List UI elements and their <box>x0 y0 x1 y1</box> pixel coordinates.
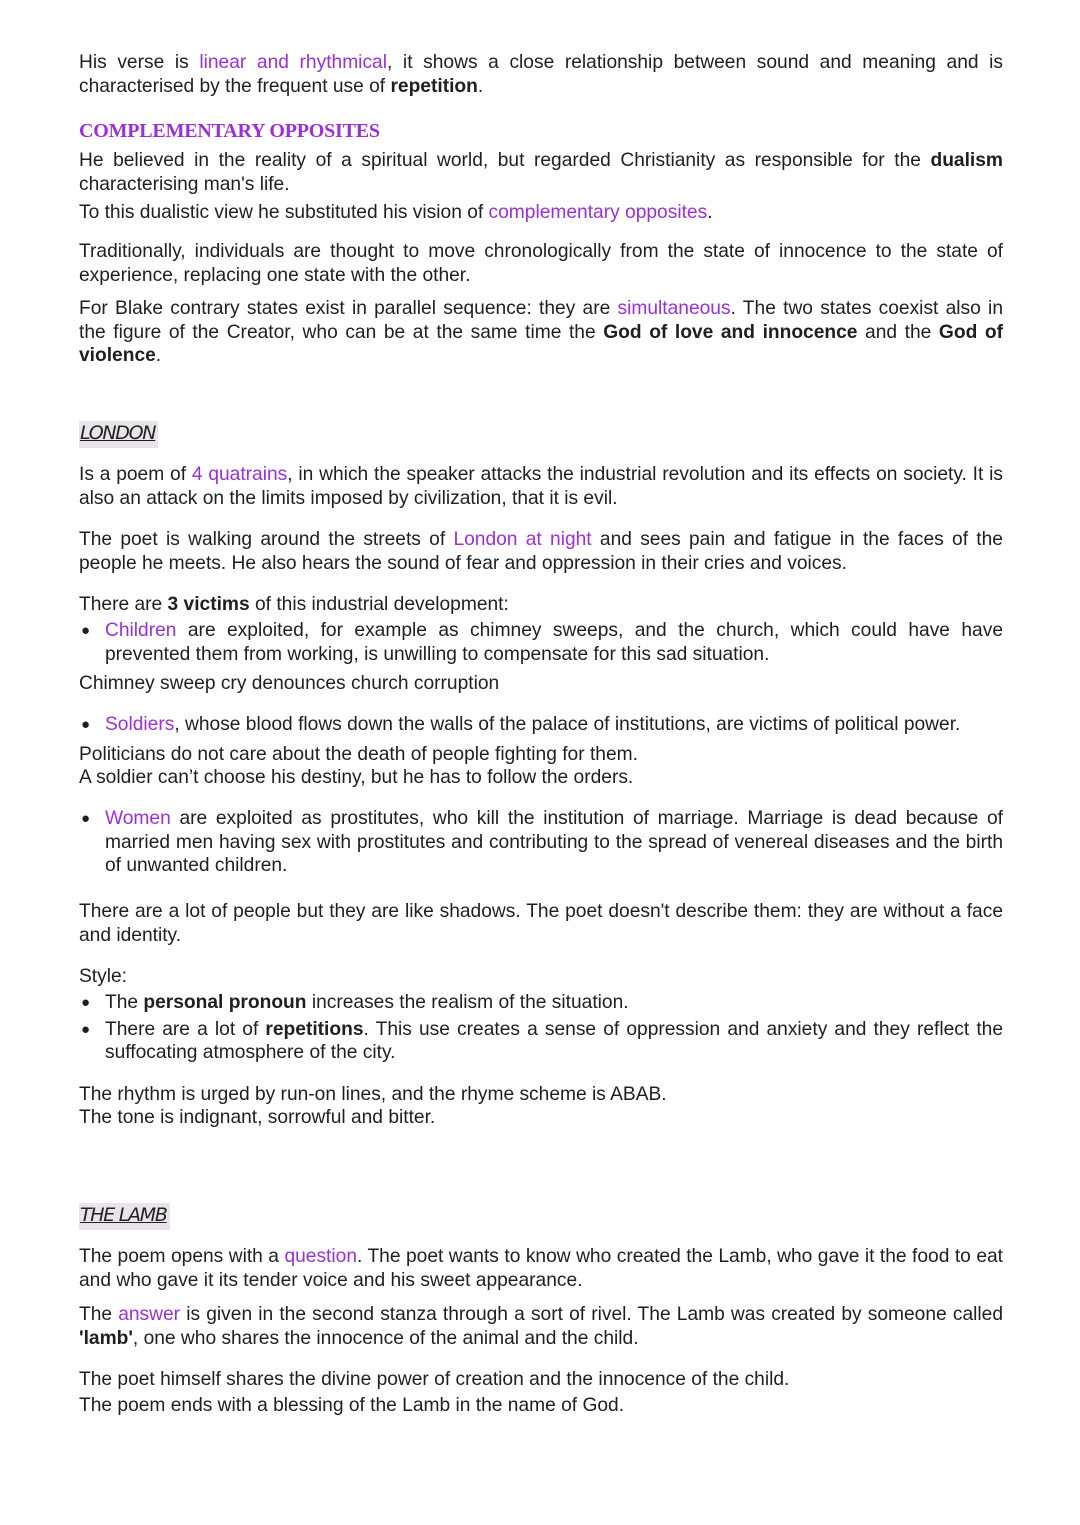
text-run: . <box>477 75 484 97</box>
rhythm-line: The rhythm is urged by run-on lines, and the rhyme scheme is ABAB. <box>79 1084 667 1105</box>
text-run: . <box>707 202 713 223</box>
complementary-paragraph-4 <box>79 297 1003 368</box>
text-run: are exploited, for example as chimney sweeps, and the church, which could have have prevented them from working, is unwilling to compensate for this sad situation. <box>105 620 1003 665</box>
lamb-paragraph-3: The poet himself shares the divine power of creation and the innocence of the child. <box>79 1369 790 1390</box>
style-label: Style: <box>79 966 127 987</box>
list-item-soldiers <box>79 713 1003 737</box>
list-item-children <box>79 619 1003 666</box>
text-run: . This use creates a sense of oppression and anxiety and they reflect the suffocating atmosphere of the city. <box>105 1018 1003 1063</box>
text-run: . The poet wants to know who created the Lamb, who gave it the food to eat and who gave it its tender voice and his sweet appearance. <box>79 1246 1003 1291</box>
lamb-paragraph-2 <box>79 1303 1003 1350</box>
text-run: . The two states coexist also in the figure of the Creator, who can be at the same time the <box>79 298 1003 343</box>
text-run: , one who shares the innocence of the animal and the child. <box>132 1327 639 1349</box>
text-run: The poet is walking around the streets of <box>79 529 454 550</box>
bold-god-of-violence: God of violence <box>79 321 1003 366</box>
bold-repetitions: repetitions <box>265 1018 364 1040</box>
text-run: . <box>155 345 162 366</box>
text-run: His verse is <box>79 52 200 73</box>
text-run: are exploited as prostitutes, who kill the institution of marriage. Marriage is dead because of married men having sex with prostitutes and contributing to the spread of venereal diseases and the birth of unwanted children. <box>105 808 1003 876</box>
bold-god-of-love: God of love and innocence <box>603 321 858 343</box>
text-run: of this industrial development: <box>249 594 509 615</box>
highlight-women: Women <box>105 808 171 829</box>
text-run: , in which the speaker attacks the industrial revolution and its effects on society. It is also an attack on the limits imposed by civilization, that it is evil. <box>79 464 1003 509</box>
complementary-paragraph-2 <box>79 201 1003 225</box>
style-list <box>79 991 1003 1065</box>
text-run: To this dualistic view he substituted his vision of <box>79 202 489 223</box>
poem-heading-the-lamb: THE LAMB <box>79 1203 170 1230</box>
list-item-women <box>79 807 1003 878</box>
list-item-repetitions <box>79 1018 1003 1065</box>
text-run: , it shows a close relationship between sound and meaning and is characterised by the frequent use of <box>79 52 1004 97</box>
text-run: and the <box>857 321 939 343</box>
victims-list-women <box>79 807 1003 878</box>
text-run: The <box>79 1304 119 1325</box>
london-victims-intro <box>79 593 1003 617</box>
politicians-line: Politicians do not care about the death of people fighting for them. <box>79 744 638 765</box>
london-paragraph-1 <box>79 463 1003 510</box>
bold-lamb: 'lamb' <box>79 1327 133 1349</box>
highlight-question: question <box>284 1246 357 1267</box>
intro-paragraph <box>79 51 1003 98</box>
victims-list-soldiers <box>79 713 1003 737</box>
lamb-paragraph-4: The poem ends with a blessing of the Lamb in the name of God. <box>79 1395 625 1416</box>
bold-personal-pronoun: personal pronoun <box>143 992 307 1013</box>
complementary-paragraph-3: Traditionally, individuals are thought to move chronologically from the state of innocence to the state of experience, replacing one state with the other. <box>79 241 1003 286</box>
text-run: increases the realism of the situation. <box>306 992 629 1013</box>
soldier-destiny-line: A soldier can’t choose his destiny, but he has to follow the orders. <box>79 767 634 788</box>
london-paragraph-2 <box>79 528 1003 575</box>
text-run: characterising man's life. <box>79 173 290 195</box>
section-the-lamb <box>79 1203 1003 1230</box>
tone-line: The tone is indignant, sorrowful and bitter. <box>79 1107 436 1128</box>
highlight-london-at-night: London at night <box>453 529 592 550</box>
text-run: Is a poem of <box>79 464 192 485</box>
highlight-complementary-opposites: complementary opposites <box>488 202 708 223</box>
bold-3-victims: 3 victims <box>167 594 250 615</box>
complementary-paragraph-1 <box>79 149 1003 196</box>
text-run: For Blake contrary states exist in parallel sequence: they are <box>79 298 618 319</box>
highlight-simultaneous: simultaneous <box>617 298 731 319</box>
list-item-personal-pronoun <box>79 991 1003 1015</box>
section-london <box>79 421 1003 448</box>
lamb-paragraph-1 <box>79 1245 1003 1292</box>
bold-dualism: dualism <box>930 150 1003 171</box>
highlight-quatrains: 4 quatrains <box>191 464 288 485</box>
bold-repetition: repetition <box>390 75 478 97</box>
text-run: There are <box>79 594 168 615</box>
text-run: He believed in the reality of a spiritual world, but regarded Christianity as responsible for the <box>79 150 931 171</box>
highlight-answer: answer <box>118 1304 181 1325</box>
text-run: The poem opens with a <box>79 1246 285 1267</box>
victims-list-children <box>79 619 1003 666</box>
text-run: There are a lot of <box>105 1018 266 1040</box>
poem-heading-london: LONDON <box>79 421 158 448</box>
highlight-soldiers: Soldiers <box>105 714 175 735</box>
highlight-linear-rhythmical: linear and rhythmical <box>199 52 387 73</box>
highlight-children: Children <box>105 620 177 641</box>
text-run: and sees pain and fatigue in the faces of the people he meets. He also hears the sound of fear and oppression in their cries and voices. <box>79 529 1003 574</box>
text-run: is given in the second stanza through a sort of rivel. The Lamb was created by someone called <box>180 1304 1003 1325</box>
section-heading-complementary-opposites: COMPLEMENTARY OPPOSITES <box>79 120 380 142</box>
text-run: , whose blood flows down the walls of the palace of institutions, are victims of political power. <box>174 714 961 735</box>
text-run: The <box>105 992 144 1013</box>
chimney-sweep-line: Chimney sweep cry denounces church corruption <box>79 673 500 694</box>
shadows-paragraph: There are a lot of people but they are like shadows. The poet doesn't describe them: they are without a face and identity. <box>79 901 1003 946</box>
